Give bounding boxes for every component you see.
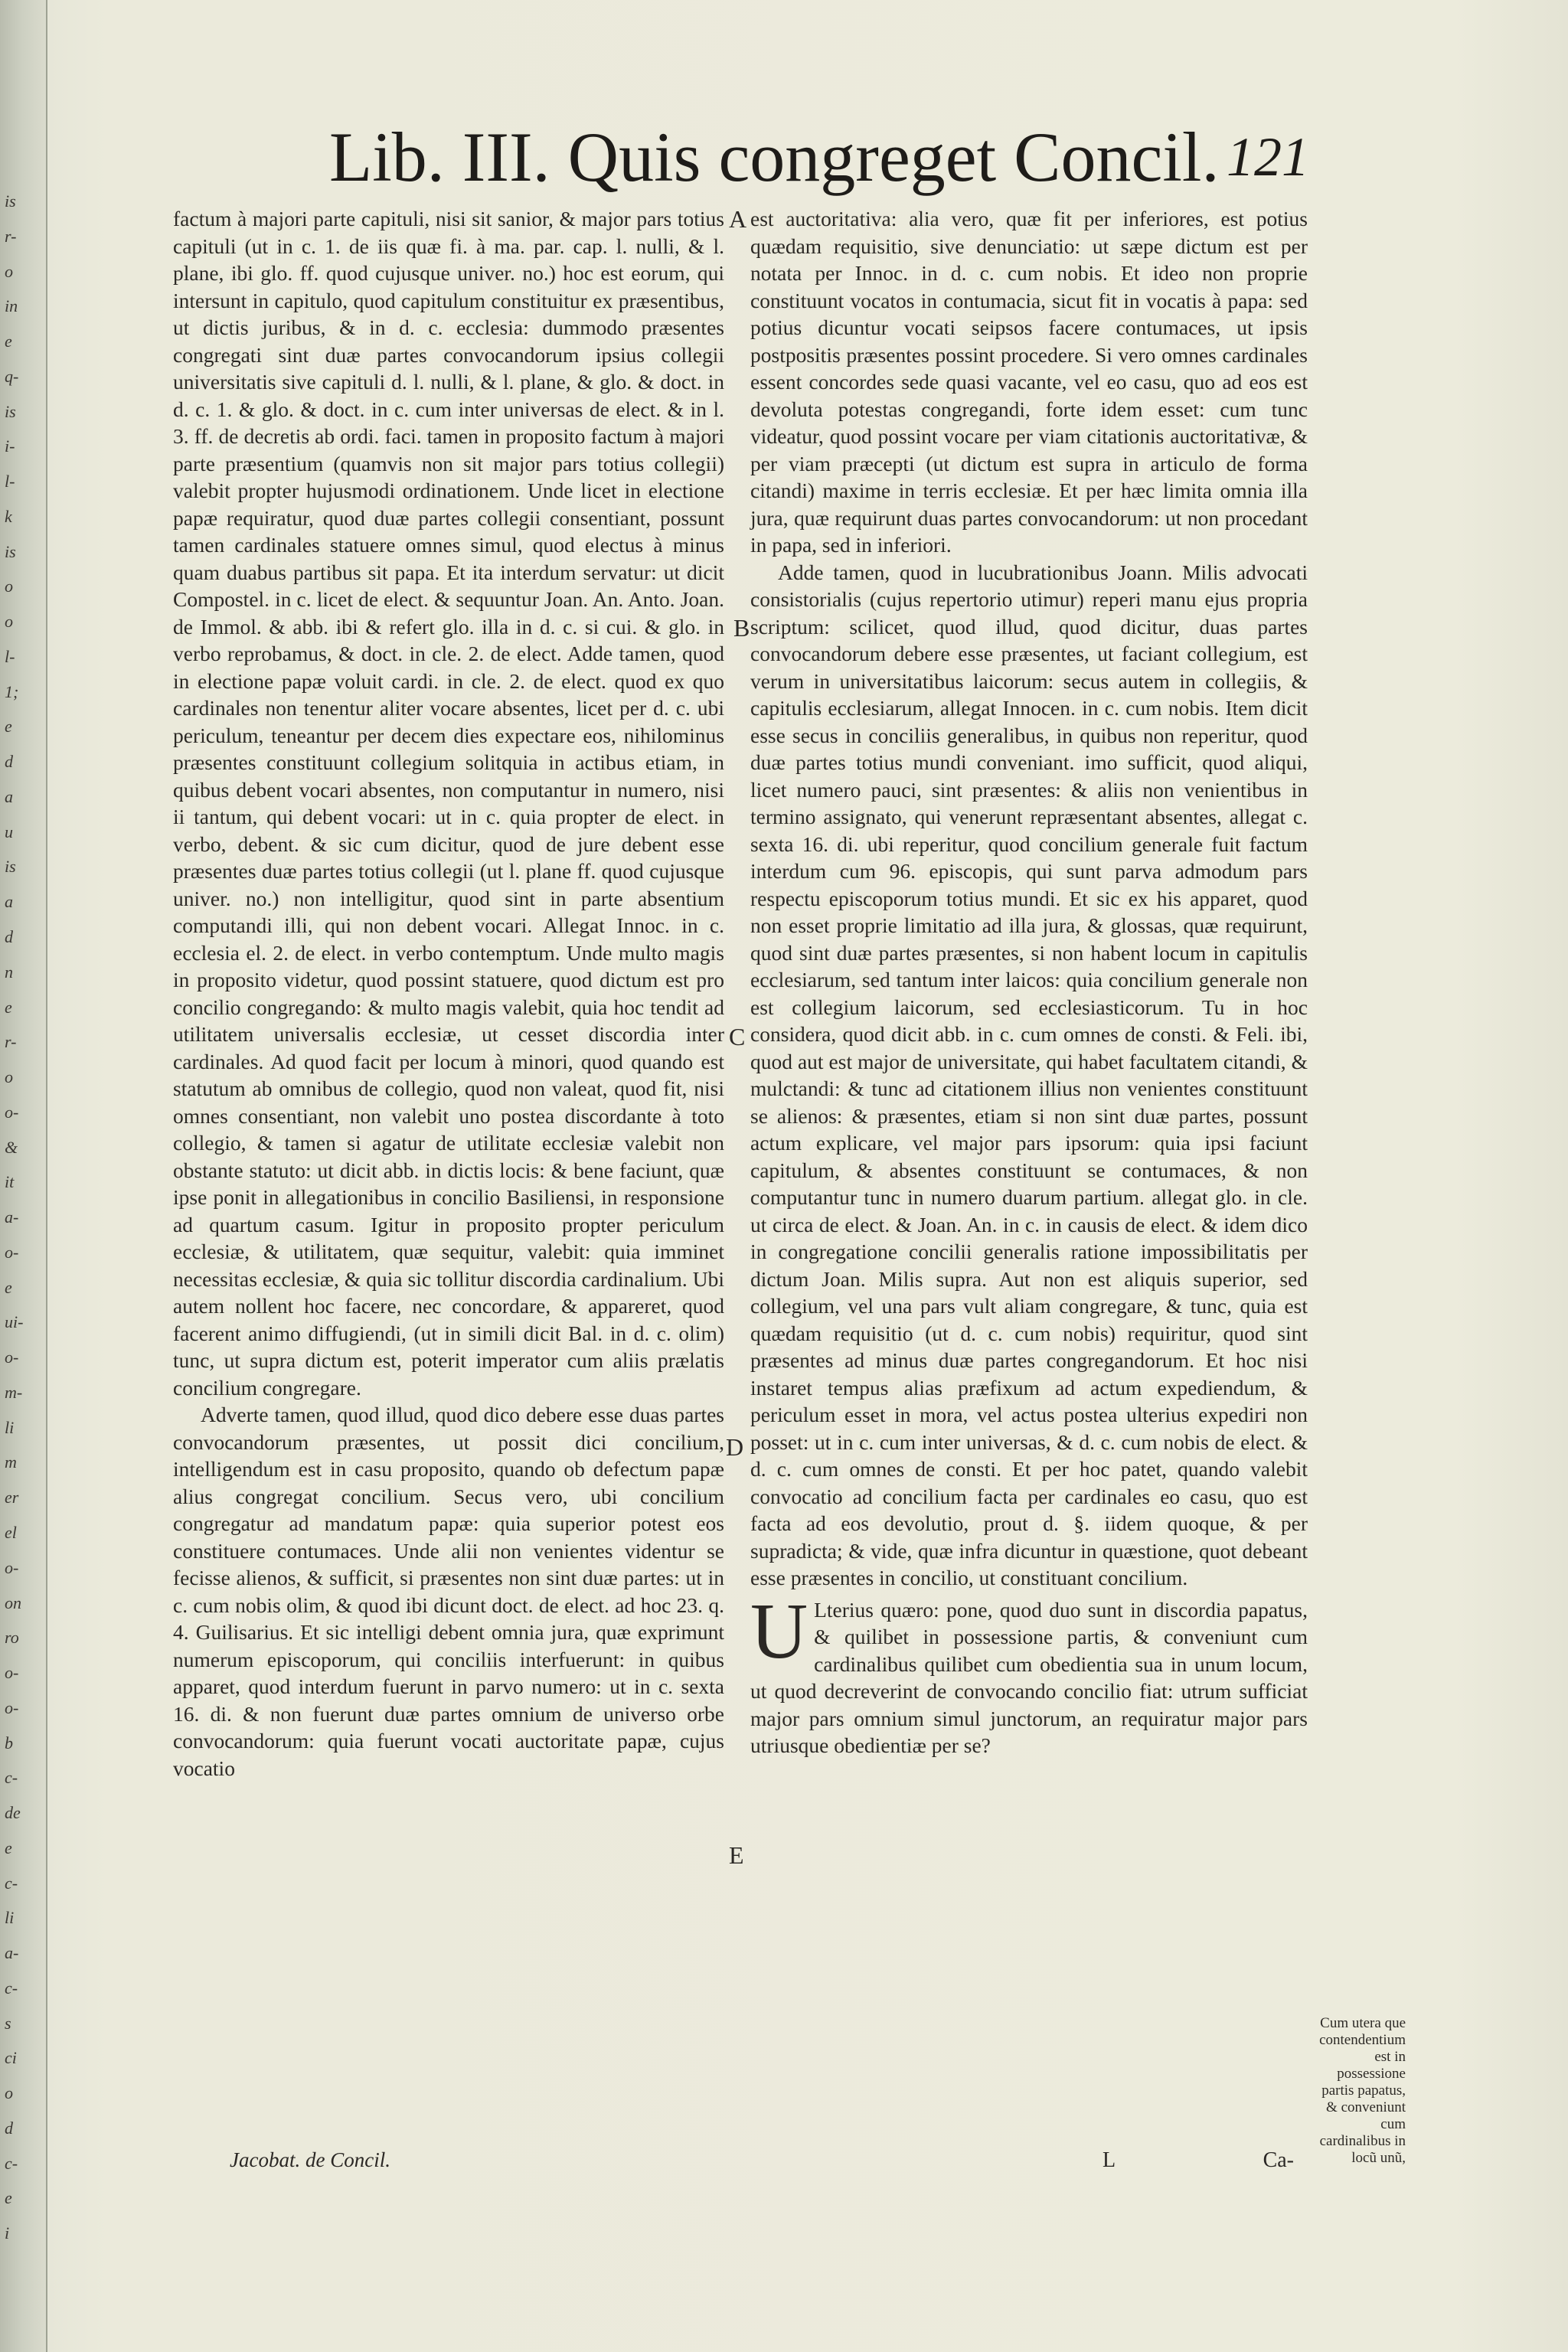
gutter-text-fragment: o-	[5, 1348, 19, 1367]
gutter-text-fragment: ui-	[5, 1312, 24, 1332]
section-marker: C	[729, 1023, 746, 1050]
gutter-text-fragment: o-	[5, 1663, 19, 1683]
drop-cap: U	[750, 1586, 808, 1675]
gutter-text-fragment: er	[5, 1488, 19, 1508]
gutter-text-fragment: o-	[5, 1242, 19, 1262]
gutter-text-fragment: de	[5, 1803, 21, 1823]
gutter-text-fragment: d	[5, 752, 13, 772]
gutter-text-fragment: a-	[5, 1943, 19, 1963]
gutter-text-fragment: a-	[5, 1207, 19, 1227]
gutter-text-fragment: d	[5, 2118, 13, 2138]
gutter-text-fragment: o	[5, 2083, 13, 2103]
right-column	[750, 205, 1308, 1759]
gutter-text-fragment: o	[5, 1067, 13, 1087]
gutter-text-fragment: a	[5, 786, 13, 806]
marginal-note: Cum utera que contendentium est in possessione partis papatus, & conveniunt cum cardinalibus in locũ unũ,	[1319, 2015, 1406, 2166]
gutter-text-fragment: r-	[5, 1032, 17, 1052]
gutter-text-fragment: o-	[5, 1557, 19, 1577]
dropcap-paragraph-text: Lterius quæro: pone, quod duo sunt in discordia papatus, & quilibet in possessione partis, & conveniunt cum cardinalibus quilibet cum obedientia sua in unum locum, ut quod decreverint de convocando concilio fiat: utrum sufficiat major pars omnium simul junctorum, an requiratur major pars utriusque obedientiæ per se?	[750, 1597, 1308, 1757]
section-marker: A	[729, 205, 747, 233]
gutter-text-fragment: c-	[5, 2153, 18, 2173]
gutter-text-fragment: a	[5, 892, 13, 912]
dropcap-paragraph	[750, 1586, 1308, 1759]
gutter-text-fragment: ci	[5, 2048, 17, 2068]
gutter-text-fragment: i	[5, 2223, 10, 2243]
page-number: 121	[1227, 126, 1309, 188]
gutter-text-fragment: n	[5, 962, 13, 982]
gutter-text-fragment: ro	[5, 1628, 19, 1648]
gutter-text-fragment: m-	[5, 1382, 23, 1402]
gutter-text-fragment: e	[5, 717, 12, 737]
section-marker: B	[733, 614, 750, 642]
gutter-previous-page	[0, 0, 47, 2352]
page-header	[329, 115, 1309, 199]
gutter-text-fragment: li	[5, 1417, 15, 1437]
left-column-footer: Jacobat. de Concil.	[230, 2148, 390, 2171]
left-paragraph: factum à majori parte capituli, nisi sit sanior, & major pars totius capituli (ut in c. 1. de iis quæ fi. à ma. par. cap. l. nulli, & l. plane, ibi glo. ff. quod cujusque univer. no.) hoc est eorum, qui intersunt in capitulo, quod capitulum constituitur ex præsentibus, ut dictis juribus, & in d. c. ecclesia: dummodo præsentes congregati sint duæ partes convocandorum ipsius collegii universitatis sive capituli d. l. nulli, & l. plane, & glo. & doct. in d. c. 1. & glo. & doct. in c. cum inter universas de elect. & in l. 3. ff. de decretis ab ordi. faci. tamen in proposito factum à majori parte præsentium (quamvis non sit major pars totius collegii) valebit propter hujusmodi ordinationem. Unde licet in electione papæ requiratur, quod duæ partes collegii consentiant, possunt tamen cardinales statuere omnes simul, quod electus à minus quam duabus partibus sit papa. Et ita interdum servatur: ut dicit Compostel. in c. licet de elect. & sequuntur Joan. An. Anto. Joan. de Immol. & abb. ibi & refert glo. illa in d. c. si cui. & glo. in verbo reprobamus, & doct. in cle. 2. de elect. Adde tamen, quod in electione papæ voluit cardi. in cle. 2. de elect. quod ex quo cardinales non tenentur aliter vocare absentes, licet per d. c. ubi periculum, teneantur per decem dies expectare eos, nihilominus præsentes constituunt collegium solitquia in actibus etiam, in quibus debent vocari absentes, non computantur in numero, nisi ii tantum, qui debent vocari: ut in c. quia propter de elect. in verbo, debent. & sic cum dicitur, quod de jure debent esse præsentes duæ partes totius collegii (ut l. plane ff. quod cujusque univer. no.) non intelligitur, quod sint in parte absentium computandi illi, qui non debent vocari. Allegat Innoc. in c. ecclesia el. 2. de elect. in verbo contemptum. Unde multo magis in proposito videtur, quod possint statuere, quod dictum est pro concilio congregando: & multo magis valebit, quia hoc tendit ad utilitatem universalis ecclesiæ, ut cesset discordia inter cardinales. Ad quod facit per locum à minori, quod quando est statutum ab omnibus de collegio, quod non valeat, quod fit, nisi omnes consentiant, non valebit uno postea discordante à toto collegio, & tamen si agatur de utilitate ecclesiæ valebit non obstante statuto: ut dicit abb. in dictis locis: & bene faciunt, quæ ipse ponit in allegationibus in concilio Basiliensi, in responsione ad quartum casum. Igitur in proposito propter periculum ecclesiæ, & utilitatem, quæ sequitur, valebit: quia imminet necessitas ecclesiæ, & quia sic tollitur discordia cardinalium. Ubi autem nollent hoc facere, nec concordare, & appareret, quod facerent animo diffugiendi, (ut in simili dicit Bal. in d. c. olim) tunc, ut supra dictum est, poterit imperator cum aliis prælatis concilium congregare.	[173, 207, 724, 1400]
gutter-text-fragment: el	[5, 1522, 17, 1542]
gutter-text-fragment: c-	[5, 1768, 18, 1788]
gutter-text-fragment: e	[5, 1277, 12, 1297]
gutter-text-fragment: c-	[5, 1978, 18, 1998]
gutter-text-fragment: o-	[5, 1102, 19, 1122]
left-paragraph: Adverte tamen, quod illud, quod dico debere esse duas partes convocandorum præsentes, ut possit dici concilium, intelligendum est in casu proposito, quando ob defectum papæ alius congregat concilium. Secus vero, ubi concilium congregatur ad mandatum papæ: quia superior potest eos constituere contumaces. Unde alii non venientes videntur se fecisse alienos, & sufficit, si præsentes non sint duæ partes: ut in c. cum nobis olim, & quod ibi dicunt doct. de elect. ad hoc 23. q. 4. Guilisarius. Et sic intelligi debent omnia jura, quæ exprimunt numerum episcoporum, qui conciliis interfuerunt: in quibus apparet, quod interdum fuerunt in parvo numero: ut in c. sexta 16. di. & non fuerunt duæ partes omnium de universo orbe convocandorum: quia fuerunt vocati auctoritate papæ, cujus vocatio	[173, 1403, 724, 1780]
gutter-text-fragment: r-	[5, 226, 17, 246]
gutter-text-fragment: it	[5, 1172, 15, 1192]
gutter-text-fragment: c-	[5, 1873, 18, 1893]
gutter-text-fragment: o-	[5, 1697, 19, 1717]
running-head: Lib. III. Quis congreget Concil.	[329, 118, 1220, 196]
gutter-text-fragment: s	[5, 2013, 11, 2033]
gutter-text-fragment: is	[5, 857, 16, 877]
catchwords	[1102, 2148, 1294, 2179]
gutter-text-fragment: li	[5, 1908, 15, 1928]
gutter-text-fragment: e	[5, 997, 12, 1017]
right-paragraph: est auctoritativa: alia vero, quæ fit per inferiores, est potius quædam requisitio, sive denunciatio: ut sæpe dictum est per notata per Innoc. in d. c. cum nobis. Et ideo non proprie constituunt vocatos in contumacia, sicut fit in vocatis à papa: sed potius dicuntur vocati seipsos facere contumaces, ut ipsis postpositis præsentes possint procedere. Si vero omnes cardinales essent concordes sede quasi vacante, vel eo casu, quo ad eos est devoluta potestas congregandi, forte idem esset: cum tunc videatur, quod possint vocare per viam citationis auctoritativæ, & per viam præcepti (ut dictum est supra in articulo de forma citandi) maxime in terris ecclesiæ. Et per hæc limita omnia illa jura, quæ requirunt duas partes convocandorum: ut non procedant in papa, sed in inferiori.	[750, 207, 1308, 557]
gutter-text-fragment: 1;	[5, 681, 19, 701]
gutter-text-fragment: b	[5, 1733, 13, 1753]
gutter-text-fragment: l-	[5, 646, 15, 666]
gutter-text-fragment: o	[5, 612, 13, 632]
gutter-text-fragment: i-	[5, 436, 15, 456]
gutter-text-fragment: o	[5, 261, 13, 281]
section-marker: E	[729, 1841, 744, 1869]
gutter-text-fragment: m	[5, 1452, 17, 1472]
gutter-text-fragment: e	[5, 1838, 12, 1857]
gutter-text-fragment: u	[5, 822, 13, 841]
gutter-text-fragment: in	[5, 296, 18, 316]
section-marker: D	[726, 1433, 744, 1461]
signature-mark: L	[1102, 2148, 1116, 2172]
gutter-text-fragment: q-	[5, 366, 19, 386]
gutter-text-fragment: o	[5, 577, 13, 596]
gutter-text-fragment: d	[5, 927, 13, 947]
gutter-text-fragment: l-	[5, 472, 15, 492]
gutter-text-fragment: on	[5, 1592, 21, 1612]
left-column	[173, 205, 724, 1782]
gutter-text-fragment: is	[5, 401, 16, 421]
right-paragraph: Adde tamen, quod in lucubrationibus Joann. Milis advocati consistorialis (cujus repertorio utimur) reperi manu ejus propria scriptum: scilicet, quod illud, quod dicitur, duas partes convocandorum debere esse præsentes, ut faciant collegium, est verum in universitatibus laicorum: secus autem in collegiis, & capitulis ecclesiarum, allegat Innocen. in c. cum nobis. Item dicit esse secus in conciliis generalibus, in quibus non reperitur, quod duæ partes totius mundi conveniant. imo sufficit, quod aliqui, licet numero pauci, sint præsentes: & aliis non venientibus in termino assignato, qui venerunt repræsentant absentes, allegat c. sexta 16. di. ubi reperitur, quod concilium generale fuit factum interdum cum 96. episcopis, qui sunt parva admodum pars respectu episcoporum totius mundi. Et sic ex his apparet, quod non esset proprie limitatio ad illa jura, & glossas, quæ requirunt, quod sint duæ partes præsentes, si non habent locum in capitulis ecclesiarum, sed tantum inter laicos: quia concilium generale non est collegium laicorum, sed ecclesiasticorum. Tu in hoc considera, quod dicit abb. in c. cum omnes de consti. & Feli. ibi, quod aut est major de universitate, qui habet facultatem citandi, & mulctandi: & tunc ad citationem illius non venientes constituunt se alienos: & præsentes, etiam si non sint duæ partes, possunt actum explicare, vel major pars ipsorum: quia ipsi faciunt capitulum, & absentes constituunt se contumaces, & non computantur tunc in numero duarum partium. allegat glo. in cle. ut circa de elect. & Joan. An. in c. in causis de elect. & idem dico in congregatione concilii generalis ratione impossibilitatis per dictum Joan. Milis supra. Aut non est aliquis superior, sed collegium, vel una pars vult aliam congregare, & tunc, quia est quædam requisitio (ut d. c. cum nobis) requiritur, quod sint præsentes ad minus duæ partes congregandorum. Et hoc nisi instaret tempus alias præfixum ad actum expediendum, & periculum esset in mora, vel actus postea ulterius expediri non posset: ut in c. cum inter universas, & d. c. cum nobis de elect. & d. c. cum omnes de consti. Et per hoc patet, quando valebit convocatio ad concilium facta per cardinales eo casu, quo est facta ad eos devolutio, prout d. §. iidem quoque, & per supradicta; & vide, quæ infra dicuntur in quæstione, quot debeant esse præsentes in concilio, ut constituant concilium.	[750, 560, 1308, 1589]
gutter-text-fragment: &	[5, 1137, 18, 1157]
gutter-text-fragment: e	[5, 2188, 12, 2208]
gutter-text-fragment: is	[5, 191, 16, 211]
gutter-text-fragment: k	[5, 506, 12, 526]
gutter-text-fragment: e	[5, 332, 12, 351]
gutter-text-fragment: is	[5, 541, 16, 561]
catchword: Ca-	[1263, 2148, 1294, 2172]
